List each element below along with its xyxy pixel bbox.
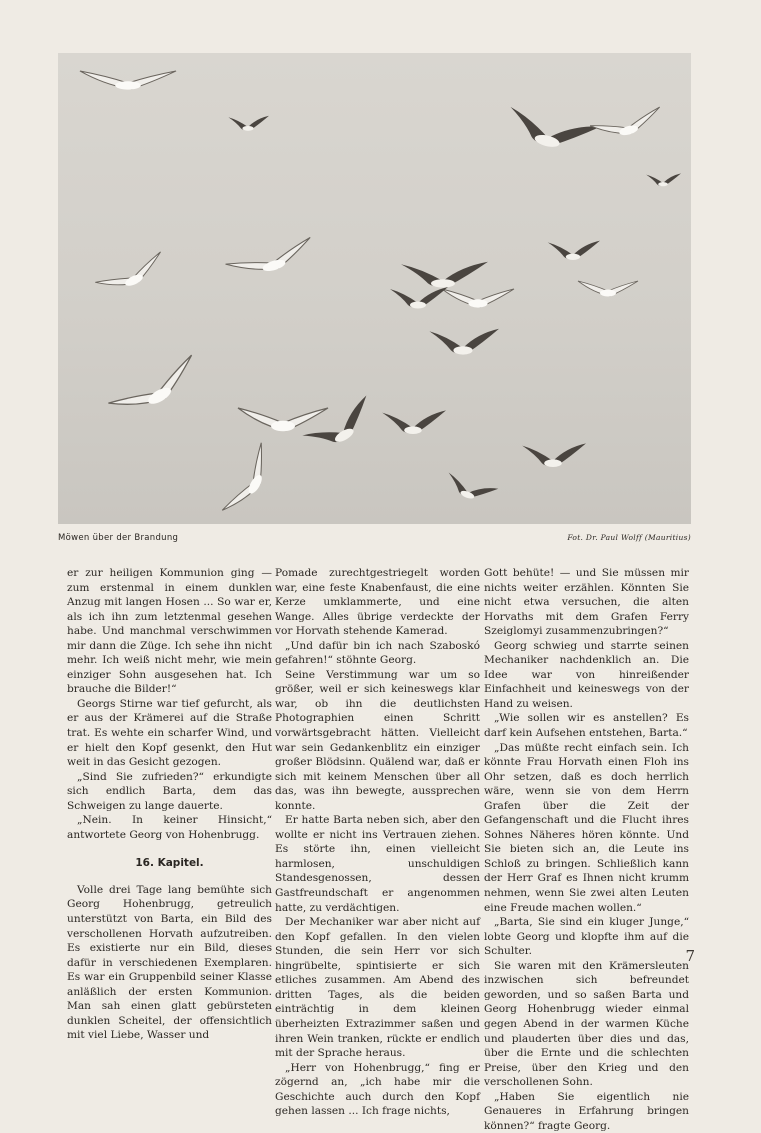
seagulls-photo xyxy=(58,53,691,524)
paragraph: Seine Verstimmung war um so größer, weil er sich keineswegs klar war, ob ihn die deutlichsten Photographien einen Schritt vorwärtsgebracht hätten. Vielleicht war sein Gedankenblitz ein einziger großer Blödsinn. Quälend war, daß er sich mit keinem Menschen über all das, was ihn bewegte, aussprechen konnte. xyxy=(275,668,480,812)
paragraph: Georgs Stirne war tief gefurcht, als er aus der Krämerei auf die Straße trat. Es wehte ein scharfer Wind, und er hielt den Kopf gesenkt, den Hut weit in das Gesicht gezogen. xyxy=(67,697,272,769)
paragraph: „Haben Sie eigentlich nie Genaueres in Erfahrung bringen können?“ fragte Georg. xyxy=(484,1090,689,1132)
paragraph: „Wie sollen wir es anstellen? Es darf kein Aufsehen entstehen, Barta.“ xyxy=(484,712,689,740)
paragraph: Georg schwieg und starrte seinen Mechaniker nachdenklich an. Die Idee war von hinreißender Einfachheit und keineswegs von der Hand zu weisen. xyxy=(484,639,689,710)
paragraph: er zur heiligen Kommunion ging — zum erstenmal in einem dunklen Anzug mit langen Hosen ... So war er, als ich ihn zum letztenmal gesehen habe. Und manchmal verschwimmen mir dann die Züge. Ich sehe ihn nicht mehr. Ich weiß nicht mehr, wie mein einziger Sohn ausgesehen hat. Ich brauche die Bilder!“ xyxy=(67,567,272,696)
paragraph: Sie waren mit den Krämersleuten inzwischen sich befreundet geworden, und so saßen Barta und Georg Hohenbrugg wieder einmal gegen Abend in der warmen Küche und plauderten über dies und das, über die Ernte und die schlechten Preise, über den Krieg und den verschollenen Sohn. xyxy=(484,959,689,1089)
paragraph: „Und dafür bin ich nach Szaboskó gefahren!“ stöhnte Georg. xyxy=(275,639,480,667)
paragraph: Pomade zurechtgestriegelt worden war, eine feste Knabenfaust, die eine Kerze umklammerte, und eine Wange. Alles übrige verdeckte der vor Horvath stehende Kamerad. xyxy=(275,567,480,638)
paragraph: „Sind Sie zufrieden?“ erkundigte sich endlich Barta, dem das Schweigen zu lange dauerte. xyxy=(67,770,272,812)
text-column-2 xyxy=(275,566,480,1119)
text-column-3 xyxy=(484,566,689,1133)
photo-caption-bar xyxy=(58,531,691,545)
page-number: 7 xyxy=(685,947,695,965)
paragraph: „Das müßte recht einfach sein. Ich könnte Frau Horvath einen Floh ins Ohr setzen, daß es doch herrlich wäre, wenn sie von dem Herrn Grafen über die Zeit der Gefangenschaft und die Flucht ihres Sohnes Näheres hören könnte. Und Sie bieten sich an, die Leute ins Schloß zu bringen. Schließlich kann der Herr Graf es Ihnen nicht krumm nehmen, wenn Sie zwei alten Leuten eine Freude machen wollen.“ xyxy=(484,741,689,914)
paragraph: „Barta, Sie sind ein kluger Junge,“ lobte Georg und klopfte ihm auf die Schulter. xyxy=(484,916,689,958)
paragraph: Der Mechaniker war aber nicht auf den Kopf gefallen. In den vielen Stunden, die sein Herr vor sich hingrübelte, spintisierte er sich etliches zusammen. Am Abend des dritten Tages, als die beiden einträchtig in dem kleinen überheizten Extrazimmer saßen und ihren Wein tranken, rückte er endlich mit der Sprache heraus. xyxy=(275,916,480,1060)
photo-caption: Möwen über der Brandung xyxy=(58,533,179,543)
paragraph: Gott behüte! — und Sie müssen mir nichts weiter erzählen. Könnten Sie nicht etwa versuchen, die alten Horvaths mit dem Grafen Ferry Szeiglomyi zusammenzubringen?“ xyxy=(484,567,689,638)
paragraph: Er hatte Barta neben sich, aber den wollte er nicht ins Vertrauen ziehen. Es störte ihn, einen vielleicht harmlosen, unschuldigen Standesgenossen, dessen Gastfreundschaft er angenommen hatte, zu verdächtigen. xyxy=(275,814,480,914)
text-column-1 xyxy=(67,566,272,1043)
chapter-heading: 16. Kapitel. xyxy=(135,857,204,870)
paragraph: „Nein. In keiner Hinsicht,“ antwortete Georg von Hohenbrugg. xyxy=(67,814,272,841)
paragraph: Volle drei Tage lang bemühte sich Georg Hohenbrugg, getreulich unterstützt von Barta, ein Bild des verschollenen Horvath aufzutreiben. Es existierte nur ein Bild, dieses dafür in verschiedenen Exemplaren. Es war ein Gruppenbild seiner Klasse anläßlich der ersten Kommunion. Man sah einen glatt gebürsteten dunklen Scheitel, der offensichtlich mit viel Liebe, Wasser und xyxy=(67,883,272,1042)
seagulls-illustration xyxy=(58,53,691,524)
paragraph: „Herr von Hohenbrugg,“ fing er zögernd an, „ich habe mir die Geschichte auch durch den Kopf gehen lassen ... Ich frage nichts, xyxy=(275,1061,480,1118)
photo-credit: Fot. Dr. Paul Wolff (Mauritius) xyxy=(567,533,691,542)
